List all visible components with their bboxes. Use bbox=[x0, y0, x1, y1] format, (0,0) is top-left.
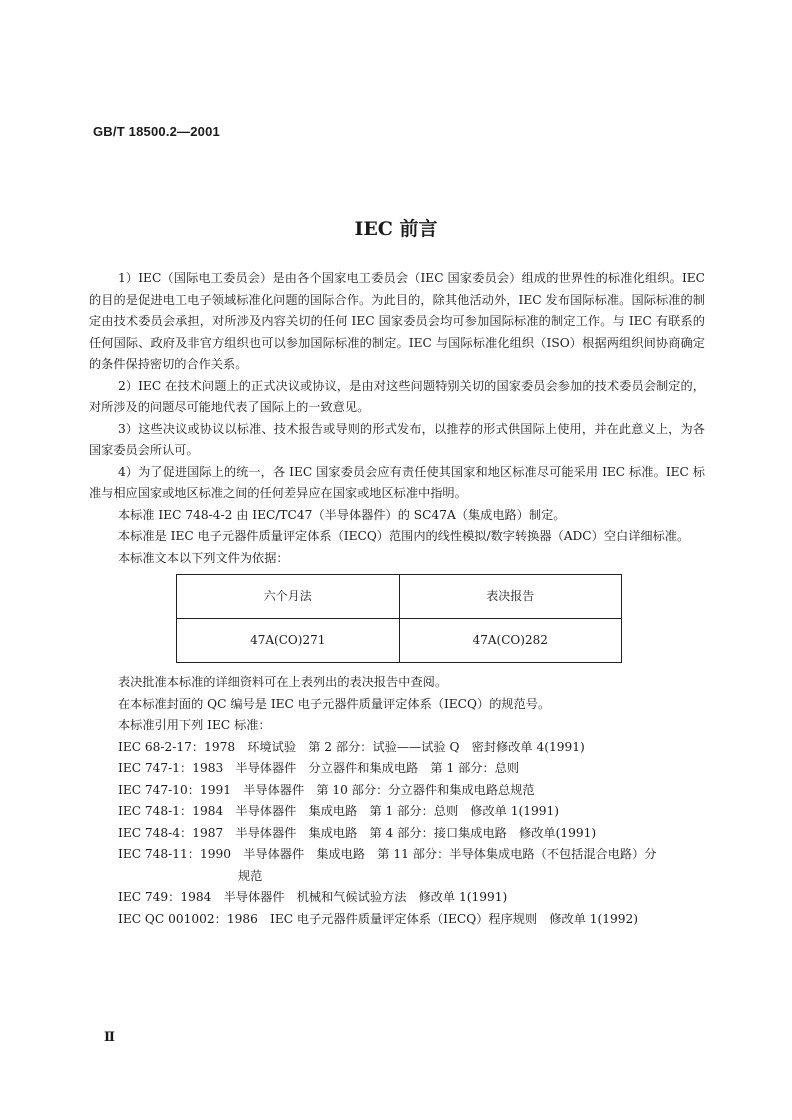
reference-item: IEC 748-1：1984 半导体器件 集成电路 第 1 部分：总则 修改单 1(1991) bbox=[118, 804, 560, 818]
paragraph-1: 1）IEC（国际电工委员会）是由各个国家电工委员会（IEC 国家委员会）组成的世界性的标准化组织。IEC 的目的是促进电工电子领域标准化问题的国际合作。为此目的，除其他活动外，IEC 发布国际标准。国际标准的制定由技术委员会承担，对所涉及内容关切的任何 IEC 国家委员会均可参加国际标准的制定工作。与 IEC 有联系的任何国际、政府及非官方组织也可以参加国际标准的制定。IEC 与国际标准化组织（ISO）根据两组织间协商确定的条件保持密切的合作关系。 bbox=[89, 271, 705, 371]
page-number: Ⅱ bbox=[104, 1030, 115, 1045]
table-cell: 47A(CO)271 bbox=[177, 619, 400, 663]
after-table-line: 本标准引用下列 IEC 标准： bbox=[118, 718, 271, 732]
table-cell: 47A(CO)282 bbox=[399, 619, 622, 663]
table-header-cell: 六个月法 bbox=[177, 575, 400, 619]
table-row bbox=[177, 619, 622, 663]
page-title: IEC 前言 bbox=[354, 218, 438, 240]
basis-table bbox=[176, 574, 622, 663]
reference-item: IEC 68-2-17：1978 环境试验 第 2 部分：试验——试验 Q 密封修改单 4(1991) bbox=[118, 739, 585, 754]
table-header-row bbox=[177, 575, 622, 619]
reference-item: IEC 747-1：1983 半导体器件 分立器件和集成电路 第 1 部分：总则 bbox=[118, 761, 520, 775]
basis-intro: 本标准文本以下列文件为依据： bbox=[118, 550, 289, 565]
standard-number: GB/T 18500.2—2001 bbox=[93, 124, 220, 139]
document-body bbox=[89, 268, 705, 930]
reference-item: IEC 749：1984 半导体器件 机械和气候试验方法 修改单 1(1991) bbox=[118, 890, 508, 904]
after-table-line: 表决批准本标准的详细资料可在上表列出的表决报告中查阅。 bbox=[118, 675, 448, 689]
reference-list bbox=[89, 737, 705, 931]
reference-item: IEC 747-10：1991 半导体器件 第 10 部分：分立器件和集成电路总规范 bbox=[118, 782, 535, 797]
paragraph-5: 本标准 IEC 748-4-2 由 IEC/TC47（半导体器件）的 SC47A（集成电路）制定。 bbox=[118, 507, 566, 522]
paragraph-2: 2）IEC 在技术问题上的正式决议或协议，是由对这些问题特别关切的国家委员会参加的技术委员会制定的，对所涉及的问题尽可能地代表了国际上的一致意见。 bbox=[89, 378, 705, 414]
paragraph-3: 3）这些决议或协议以标准、技术报告或导则的形式发布，以推荐的形式供国际上使用，并在此意义上，为各国家委员会所认可。 bbox=[89, 421, 705, 457]
table-header-cell: 表决报告 bbox=[399, 575, 622, 619]
reference-item: IEC QC 001002：1986 IEC 电子元器件质量评定体系（IECQ）程序规则 修改单 1(1992) bbox=[118, 911, 639, 926]
paragraph-4: 4）为了促进国际上的统一，各 IEC 国家委员会应有责任使其国家和地区标准尽可能采用 IEC 标准。IEC 标准与相应国家或地区标准之间的任何差异应在国家或地区标准中指明。 bbox=[89, 464, 705, 500]
after-table-line: 在本标准封面的 QC 编号是 IEC 电子元器件质量评定体系（IECQ）的规范号。 bbox=[118, 696, 551, 711]
reference-item: IEC 748-4：1987 半导体器件 集成电路 第 4 部分：接口集成电路 修改单(1991) bbox=[118, 825, 597, 840]
reference-continuation: 规范 bbox=[238, 868, 263, 883]
paragraph-6: 本标准是 IEC 电子元器件质量评定体系（IECQ）范围内的线性模拟/数字转换器（ADC）空白详细标准。 bbox=[118, 529, 690, 543]
reference-item: IEC 748-11：1990 半导体器件 集成电路 第 11 部分：半导体集成电路（不包括混合电路）分 bbox=[118, 847, 657, 861]
